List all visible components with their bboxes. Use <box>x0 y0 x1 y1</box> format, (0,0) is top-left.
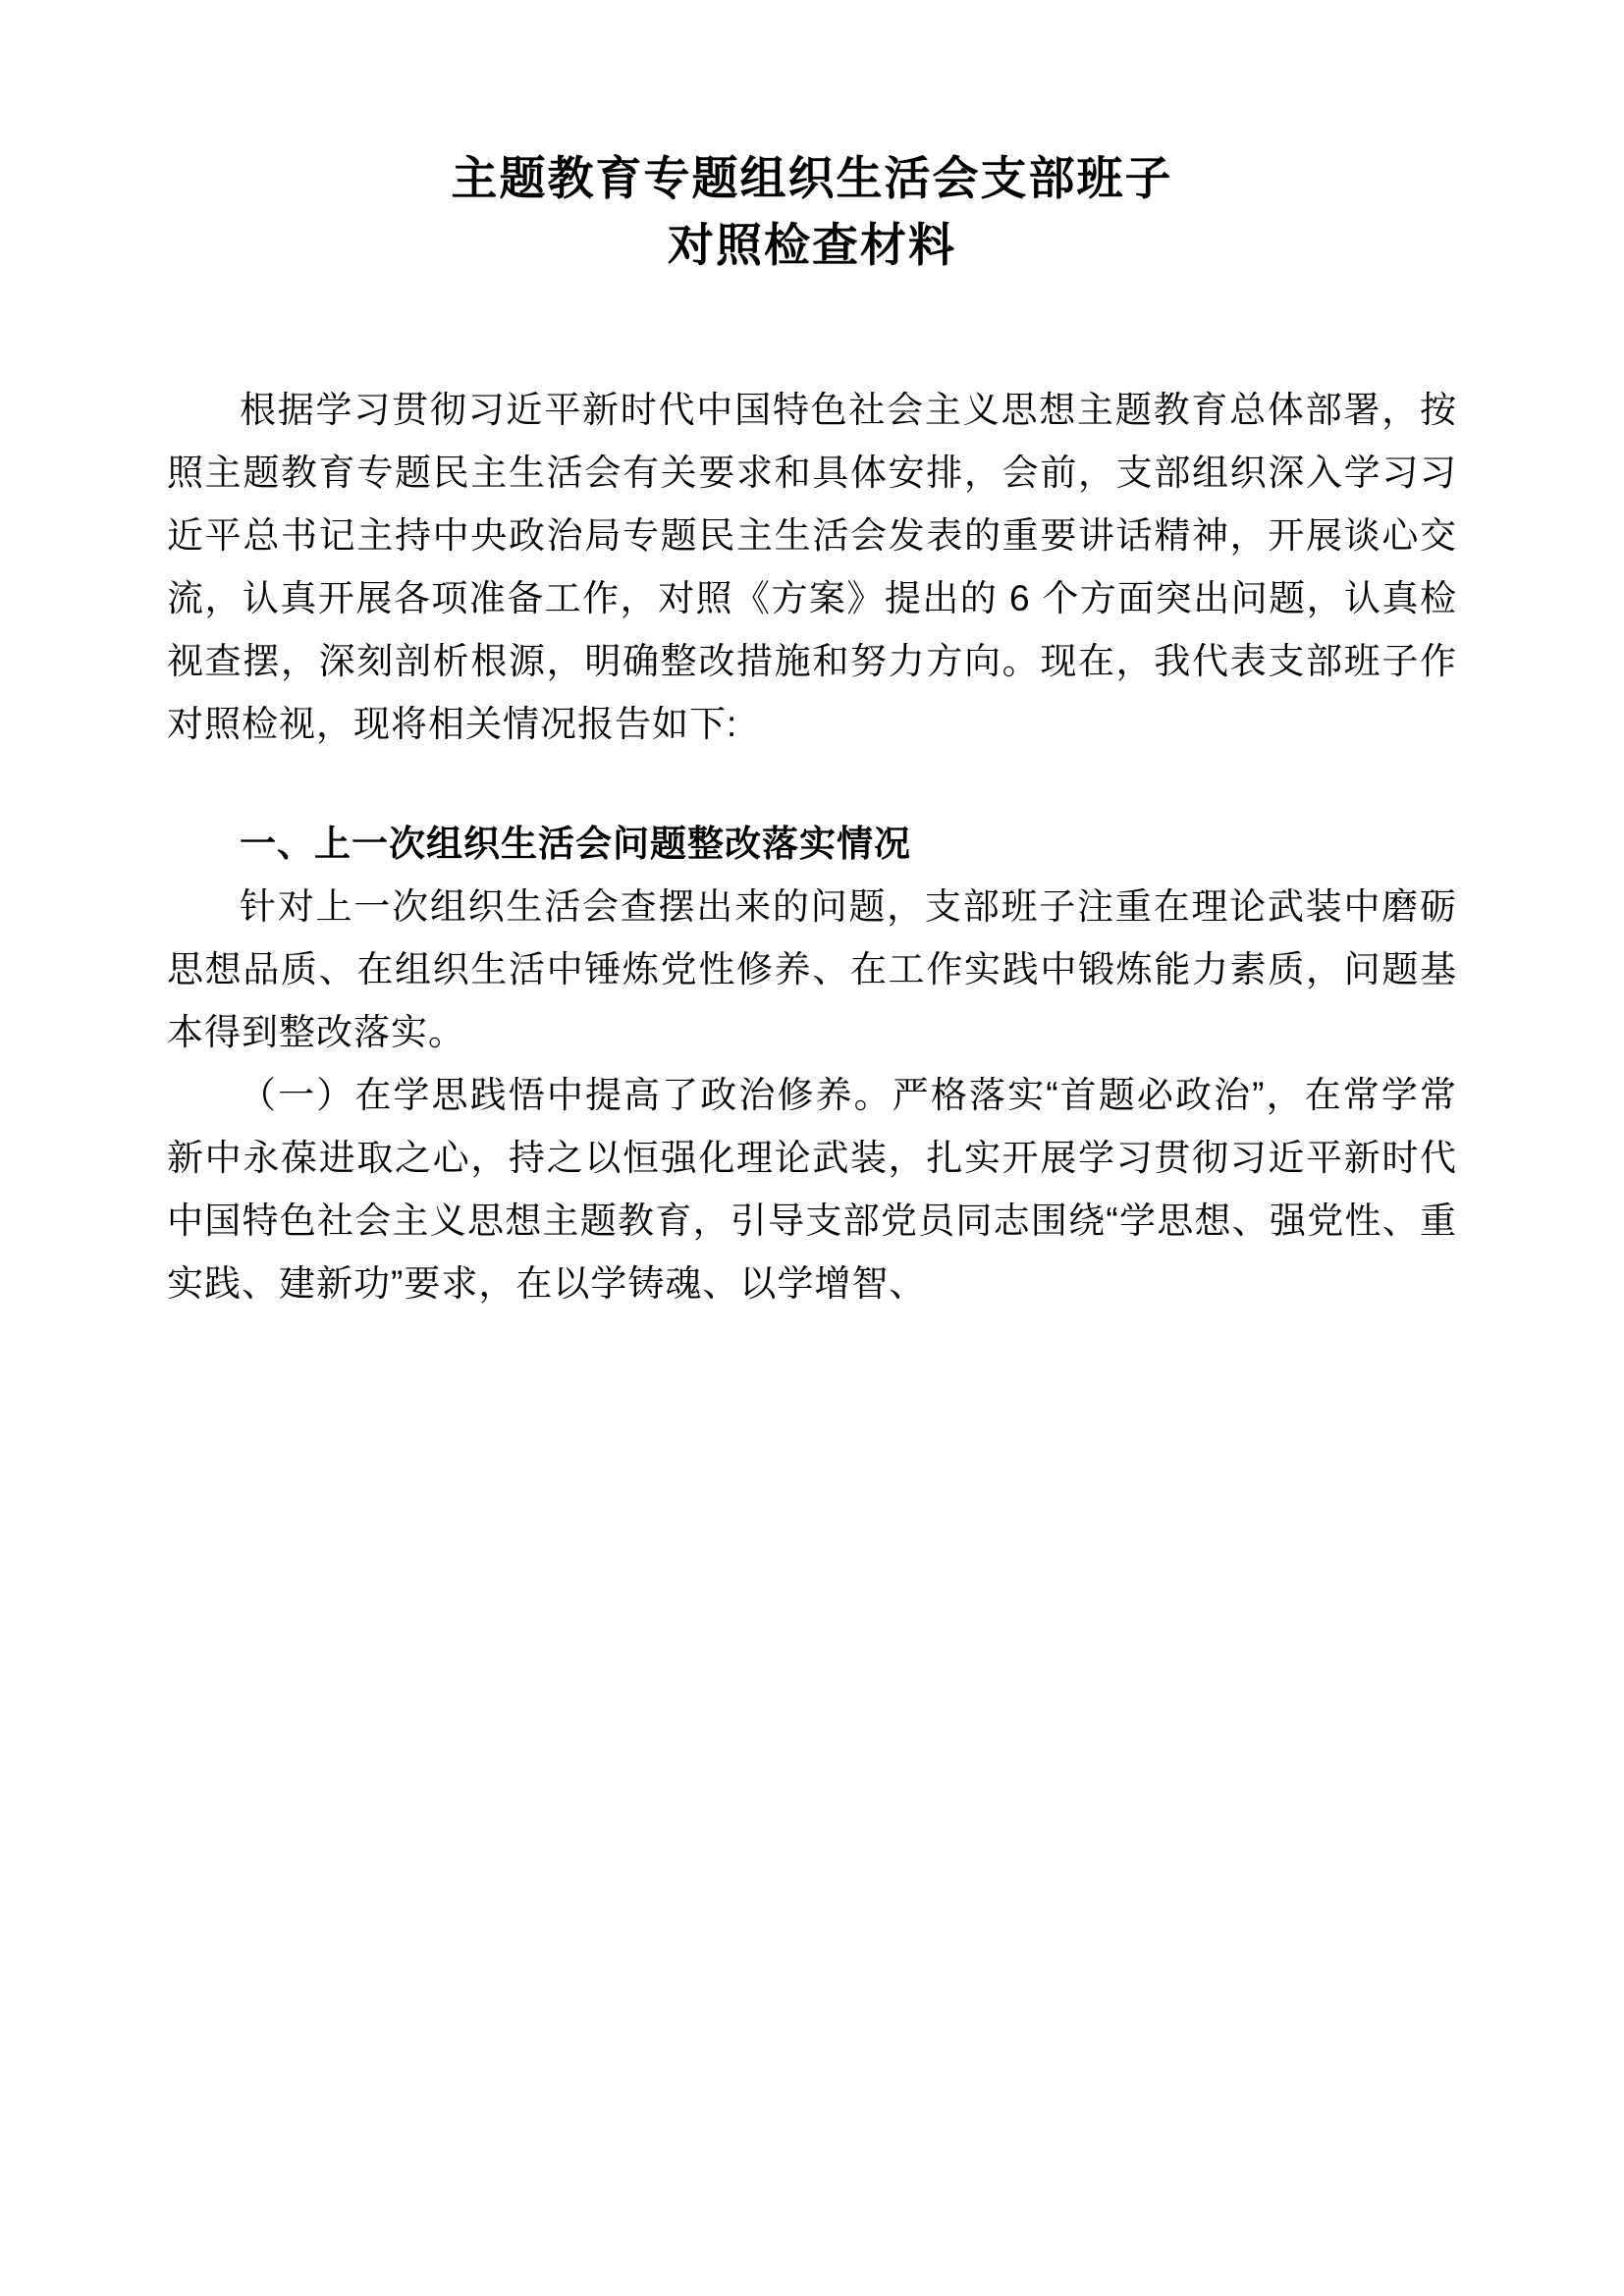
document-title-line-2: 对照检查材料 <box>668 219 956 272</box>
paragraph-intro: 根据学习贯彻习近平新时代中国特色社会主义思想主题教育总体部署，按照主题教育专题民主生活会有关要求和具体安排，会前，支部组织深入学习习近平总书记主持中央政治局专题民主生活会发表的重要讲话精神，开展谈心交流，认真开展各项准备工作，对照《方案》提出的 6 个方面突出问题，认真检视查摆，深刻剖析根源，明确整改措施和努力方向。现在，我代表支部班子作对照检视，现将相关情况报告如下: <box>167 390 1457 745</box>
paragraph-section1-body: 针对上一次组织生活会查摆出来的问题，支部班子注重在理论武装中磨砺思想品质、在组织生活中锤炼党性修养、在工作实践中锻炼能力素质，问题基本得到整改落实。 <box>167 886 1457 1053</box>
document-title <box>167 145 1457 279</box>
paragraph-section1-item1: （一）在学思践悟中提高了政治修养。严格落实“首题必政治”，在常学常新中永葆进取之心，持之以恒强化理论武装，扎实开展学习贯彻习近平新时代中国特色社会主义思想主题教育，引导支部党员同志围绕“学思想、强党性、重实践、建新功”要求，在以学铸魂、以学增智、 <box>167 1075 1457 1305</box>
section-heading-1: 一、上一次组织生活会问题整改落实情况 <box>240 824 911 865</box>
document-title-line-1: 主题教育专题组织生活会支部班子 <box>451 152 1173 204</box>
